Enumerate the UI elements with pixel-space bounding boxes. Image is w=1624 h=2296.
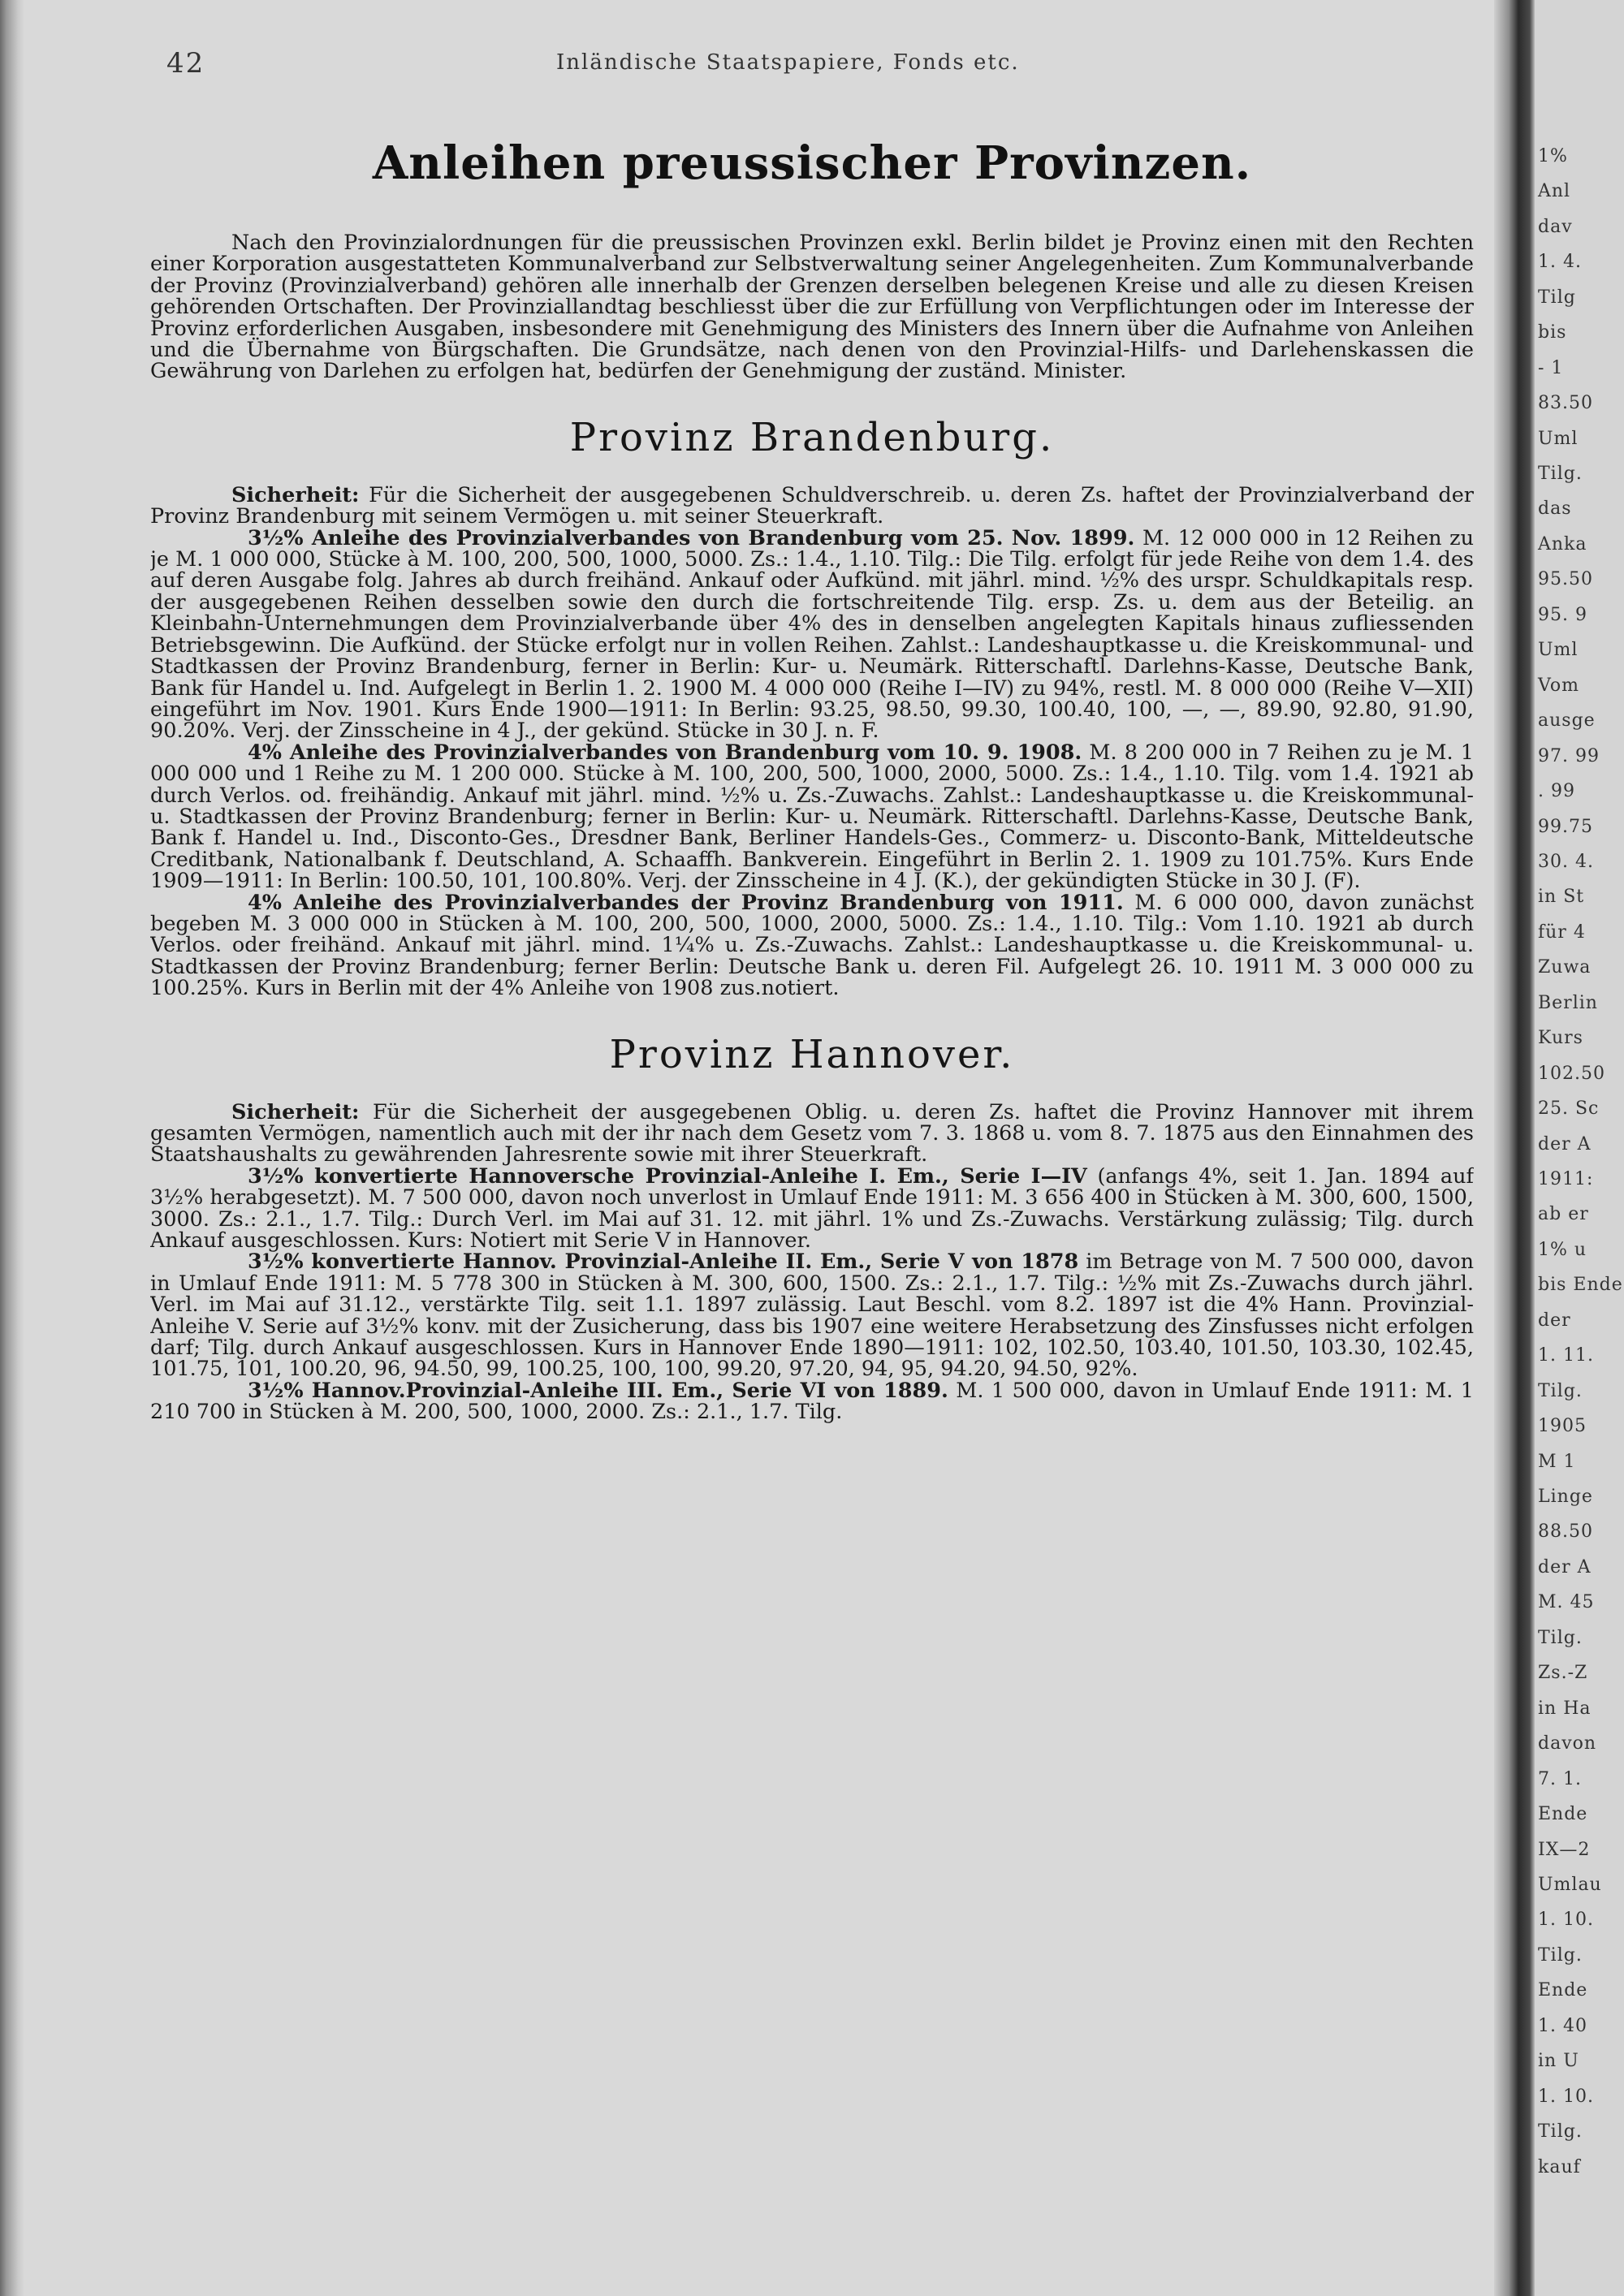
adjacent-page-fragment: - 1 bbox=[1538, 358, 1564, 378]
brandenburg-loan-1899 bbox=[150, 525, 1474, 744]
loan-title: 4% Anleihe des Provinzialverbandes von Brandenburg vom 10. 9. 1908. bbox=[248, 740, 1082, 765]
loan-title: 3½% konvertierte Hannoversche Provinzial-Anleihe I. Em., Serie I—IV bbox=[248, 1163, 1087, 1189]
hannover-loan-em1 bbox=[150, 1163, 1474, 1254]
adjacent-page-fragment: Uml bbox=[1538, 429, 1579, 449]
adjacent-page-fragment: M. 45 bbox=[1538, 1592, 1595, 1612]
adjacent-page-fragment: 95. 9 bbox=[1538, 605, 1587, 625]
loan-title: 3½% konvertierte Hannov. Provinzial-Anleihe II. Em., Serie V von 1878 bbox=[248, 1249, 1079, 1275]
adjacent-page-fragment: . 99 bbox=[1538, 781, 1575, 801]
adjacent-page-fragment: Tilg. bbox=[1538, 1381, 1583, 1401]
adjacent-page-fragment: Anl bbox=[1538, 181, 1571, 201]
adjacent-page-fragment: kauf bbox=[1538, 2157, 1581, 2177]
sicherheit-text: Für die Sicherheit der ausgegebenen Schuldverschreib. u. deren Zs. haftet der Provinzialverband der Provinz Brandenburg mit seinem Vermögen u. mit seiner Steuerkraft. bbox=[150, 482, 1474, 529]
loan-text: M. 12 000 000 in 12 Reihen zu je M. 1 000 000, Stücke à M. 100, 200, 500, 1000, 5000. Zs.: 1.4., 1.10. Tilg.: Die Tilg. erfolgt für jede Reihe von dem 1.4. des auf deren Ausgabe folg. Jahres ab durch freihänd. Ankauf oder Aufkünd. mit jährl. mind. ½% des urspr. Schuldkapitals resp. der ausgegebenen Reihen desselben sowie den durch die fortschreitende Tilg. ersp. Zs. u. dem aus der Beteilig. an Kleinbahn-Unternehmungen dem Provinzialverbande über 4% des in denselben angelegten Kapitals hinaus zufliessenden Betriebsgewinn. Die Aufkünd. der Stücke erfolgt nur in vollen Reihen. Zahlst.: Landeshauptkasse u. die Kreiskommunal- und Stadtkassen der Provinz Brandenburg, ferner in Berlin: Kur- u. Neumärk. Ritterschaftl. Darlehns-Kasse, Deutsche Bank, Bank für Handel u. Ind. Aufgelegt in Berlin 1. 2. 1900 M. 4 000 000 (Reihe I—IV) zu 94%, restl. M. 8 000 000 (Reihe V—XII) eingeführt im Nov. 1901. Kurs Ende 1900—1911: In Berlin: 93.25, 98.50, 99.30, 100.40, 100, —, —, 89.90, 92.80, 91.90, 90.20%. Verj. der Zinsscheine in 4 J., der gekünd. Stücke in 30 J. n. F. bbox=[150, 525, 1474, 744]
adjacent-page-fragment: das bbox=[1538, 498, 1572, 519]
hannover-sicherheit bbox=[150, 1099, 1474, 1167]
main-title: Anleihen preussischer Provinzen. bbox=[372, 136, 1252, 190]
adjacent-page-fragment: ab er bbox=[1538, 1204, 1589, 1224]
adjacent-page-fragment: Zs.-Z bbox=[1538, 1663, 1588, 1683]
loan-text: M. 6 000 000, davon zunächst begeben M. 3 000 000 in Stücken à M. 100, 200, 500, 1000, 2000, 5000. Zs.: 1.4., 1.10. Tilg.: Vom 1.10. 1921 ab durch Verlos. oder freihänd. Ankauf mit jährl. mind. 1¼% u. Zs.-Zuwachs. Zahlst.: Landeshauptkasse u. die Kreiskommunal- u. Stadtkassen der Provinz Brandenburg; ferner Berlin: Deutsche Bank u. deren Fil. Aufgelegt 26. 10. 1911 M. 3 000 000 zu 100.25%. Kurs in Berlin mit der 4% Anleihe von 1908 zus.notiert. bbox=[150, 890, 1474, 1001]
heading-hannover: Provinz Hannover. bbox=[609, 1031, 1015, 1077]
brandenburg-loan-1911 bbox=[150, 892, 1474, 999]
loan-title: 4% Anleihe des Provinzialverbandes der Provinz Brandenburg von 1911. bbox=[248, 890, 1124, 915]
adjacent-page-fragment: der bbox=[1538, 1310, 1571, 1331]
adjacent-page-fragment: Umlau bbox=[1538, 1875, 1602, 1895]
adjacent-page-fragment: 1. 10. bbox=[1538, 1910, 1594, 1930]
loan-text: (anfangs 4%, seit 1. Jan. 1894 auf 3½% herabgesetzt). M. 7 500 000, davon noch unverlost in Umlauf Ende 1911: M. 3 656 400 in Stücken à M. 300, 600, 1500, 3000. Zs.: 2.1., 1.7. Tilg.: Durch Verl. im Mai auf 31. 12. mit jährl. 1% und Zs.-Zuwachs. Verstärkung zulässig; Tilg. durch Ankauf ausgeschlossen. Kurs: Notiert mit Serie V in Hannover. bbox=[150, 1163, 1474, 1254]
loan-title: 3½% Anleihe des Provinzialverbandes von Brandenburg vom 25. Nov. 1899. bbox=[248, 525, 1135, 550]
loan-text: im Betrage von M. 7 500 000, davon in Umlauf Ende 1911: M. 5 778 300 in Stücken à M. 300, 600, 1500. Zs.: 2.1., 1.7. Tilg.: ½% mit Zs.-Zuwachs durch jährl. Verl. im Mai auf 31.12., verstärkte Tilg. seit 1.1. 1897 zulässig. Laut Beschl. vom 8.2. 1897 ist die 4% Hann. Provinzial-Anleihe V. Serie auf 3½% konv. mit der Zusicherung, dass bis 1907 eine weitere Herabsetzung des Zinsfusses nicht erfolgen darf; Tilg. durch Ankauf ausgeschlossen. Kurs in Hannover Ende 1890—1911: 102, 102.50, 103.40, 101.50, 103.30, 102.45, 101.75, 101, 100.20, 96, 94.50, 99, 100.25, 100, 100, 99.20, 97.20, 94, 95, 94.20, 94.50, 92%. bbox=[150, 1249, 1474, 1382]
intro-paragraph: Nach den Provinzialordnungen für die preussischen Provinzen exkl. Berlin bildet je Provinz einen mit den Rechten einer Korporation ausgestatteten Kommunalverband zur Selbstverwaltung seiner Angelegenheiten. Zum Kommunalverbande der Provinz (Provinzialverband) gehören alle innerhalb der Grenzen derselben belegenen Kreise und alle zu diesen Kreisen gehörenden Ortschaften. Der Provinziallandtag beschliesst über die zur Erfüllung von Verpflichtungen oder im Interesse der Provinz erforderlichen Ausgaben, insbesondere mit Genehmigung des Ministers des Innern über die Aufnahme von Anleihen und die Übernahme von Bürgschaften. Die Grundsätze, nach denen von den Provinzial-Hilfs- und Darlehenskassen die Gewährung von Darlehen zu erfolgen hat, bedürfen der Genehmigung der zuständ. Minister. bbox=[150, 231, 1474, 384]
adjacent-page-fragment: der A bbox=[1538, 1557, 1592, 1577]
adjacent-page-fragment: 102.50 bbox=[1538, 1064, 1605, 1084]
adjacent-page-fragment: der A bbox=[1538, 1134, 1592, 1154]
adjacent-page-fragment: Tilg. bbox=[1538, 1945, 1583, 1966]
adjacent-page-fragment: 7. 1. bbox=[1538, 1769, 1582, 1789]
brandenburg-loan-1908 bbox=[150, 742, 1474, 892]
sicherheit-label: Sicherheit: bbox=[231, 482, 360, 507]
adjacent-page-fragment: für 4 bbox=[1538, 922, 1586, 943]
adjacent-page-fragment: davon bbox=[1538, 1733, 1597, 1754]
page-number: 42 bbox=[166, 47, 205, 80]
adjacent-page-fragment: Kurs bbox=[1538, 1028, 1583, 1048]
adjacent-page-fragment: in St bbox=[1538, 887, 1585, 907]
adjacent-page-fragment: M 1 bbox=[1538, 1452, 1576, 1472]
heading-brandenburg: Provinz Brandenburg. bbox=[569, 414, 1055, 460]
adjacent-page-fragment: 83.50 bbox=[1538, 393, 1593, 413]
adjacent-page-fragment: bis bbox=[1538, 322, 1567, 343]
adjacent-page-fragment: 1. 11. bbox=[1538, 1345, 1594, 1366]
adjacent-page-fragment: IX—2 bbox=[1538, 1840, 1591, 1860]
adjacent-page-fragment: Berlin bbox=[1538, 993, 1598, 1013]
adjacent-page-fragment: 1. 10. bbox=[1538, 2087, 1594, 2107]
adjacent-page-fragment: 99.75 bbox=[1538, 817, 1593, 837]
adjacent-page-fragment: Ende bbox=[1538, 1980, 1588, 2000]
adjacent-page-fragment: Tilg. bbox=[1538, 1628, 1583, 1648]
scan-left-edge bbox=[0, 0, 24, 2296]
adjacent-page-fragment: Ende bbox=[1538, 1804, 1588, 1824]
document-page bbox=[150, 39, 1474, 2264]
running-title: Inländische Staatspapiere, Fonds etc. bbox=[556, 50, 1020, 75]
adjacent-page-fragment: Vom bbox=[1538, 675, 1579, 696]
adjacent-page-fragment: 30. 4. bbox=[1538, 852, 1594, 872]
adjacent-page-fragment: dav bbox=[1538, 217, 1573, 237]
adjacent-page-fragment: bis Ende bbox=[1538, 1275, 1623, 1295]
adjacent-page-fragment: Linge bbox=[1538, 1487, 1593, 1507]
running-header bbox=[150, 39, 1474, 88]
adjacent-page-fragment: ausge bbox=[1538, 710, 1596, 731]
adjacent-page-fragment: 88.50 bbox=[1538, 1521, 1593, 1542]
adjacent-page-fragment: Tilg bbox=[1538, 287, 1576, 308]
adjacent-page-fragment: Tilg. bbox=[1538, 2121, 1583, 2142]
adjacent-page-fragment: 1. 4. bbox=[1538, 252, 1582, 272]
hannover-loan-em2 bbox=[150, 1249, 1474, 1382]
adjacent-page-fragment: Tilg. bbox=[1538, 464, 1583, 484]
adjacent-page-fragment: 25. Sc bbox=[1538, 1098, 1600, 1119]
adjacent-page-fragment: 1% bbox=[1538, 146, 1568, 166]
loan-text: M. 8 200 000 in 7 Reihen zu je M. 1 000 000 und 1 Reihe zu M. 1 200 000. Stücke à M. 100, 200, 500, 1000, 2000, 5000. Zs.: 1.4., 1.10. Tilg. vom 1.4. 1921 ab durch Verlos. od. freihändig. Ankauf mit jährl. mind. ½% u. Zs.-Zuwachs. Zahlst.: Landeshauptkasse u. die Kreiskommunal- u. Stadtkassen der Provinz Brandenburg; ferner in Berlin: Kur- u. Neumärk. Ritterschaftl. Darlehns-Kasse, Deutsche Bank, Bank f. Handel u. Ind., Disconto-Ges., Dresdner Bank, Berliner Handels-Ges., Commerz- u. Disconto-Bank, Mitteldeutsche Creditbank, Nationalbank f. Deutschland, A. Schaaffh. Bankverein. Eingeführt in Berlin 2. 1. 1909 zu 101.75%. Kurs Ende 1909—1911: In Berlin: 100.50, 101, 100.80%. Verj. der Zinsscheine in 4 J. (K.), der gekündigten Stücke in 30 J. (F). bbox=[150, 740, 1474, 894]
adjacent-page-fragment: 1% u bbox=[1538, 1240, 1587, 1260]
adjacent-page-fragment: Anka bbox=[1538, 534, 1587, 555]
brandenburg-sicherheit bbox=[150, 482, 1474, 529]
hannover-loan-em3 bbox=[150, 1380, 1474, 1423]
sicherheit-label: Sicherheit: bbox=[231, 1099, 360, 1124]
adjacent-page-fragment: in U bbox=[1538, 2051, 1579, 2071]
adjacent-page-fragment: 95.50 bbox=[1538, 569, 1593, 589]
adjacent-page-edge bbox=[1535, 0, 1624, 2296]
loan-title: 3½% Hannov.Provinzial-Anleihe III. Em., Serie VI von 1889. bbox=[248, 1378, 948, 1403]
book-gutter bbox=[1494, 0, 1535, 2296]
adjacent-page-fragment: Zuwa bbox=[1538, 957, 1592, 978]
adjacent-page-fragment: in Ha bbox=[1538, 1698, 1592, 1719]
adjacent-page-fragment: 1905 bbox=[1538, 1416, 1587, 1436]
adjacent-page-fragment: 97. 99 bbox=[1538, 746, 1600, 766]
adjacent-page-fragment: 1. 40 bbox=[1538, 2016, 1587, 2036]
adjacent-page-fragment: 1911: bbox=[1538, 1169, 1594, 1189]
loan-text: M. 1 500 000, davon in Umlauf Ende 1911: M. 1 210 700 in Stücken à M. 200, 500, 1000, 2000. Zs.: 2.1., 1.7. Tilg. bbox=[150, 1378, 1474, 1425]
sicherheit-text: Für die Sicherheit der ausgegebenen Oblig. u. deren Zs. haftet die Provinz Hannover mit ihrem gesamten Vermögen, namentlich auch mit der ihr nach dem Gesetz vom 7. 3. 1868 u. vom 8. 7. 1875 aus den Einnahmen des Staatshaushalts zu gewährenden Jahresrente sowie mit ihrer Steuerkraft. bbox=[150, 1099, 1474, 1167]
adjacent-page-fragment: Uml bbox=[1538, 640, 1579, 660]
